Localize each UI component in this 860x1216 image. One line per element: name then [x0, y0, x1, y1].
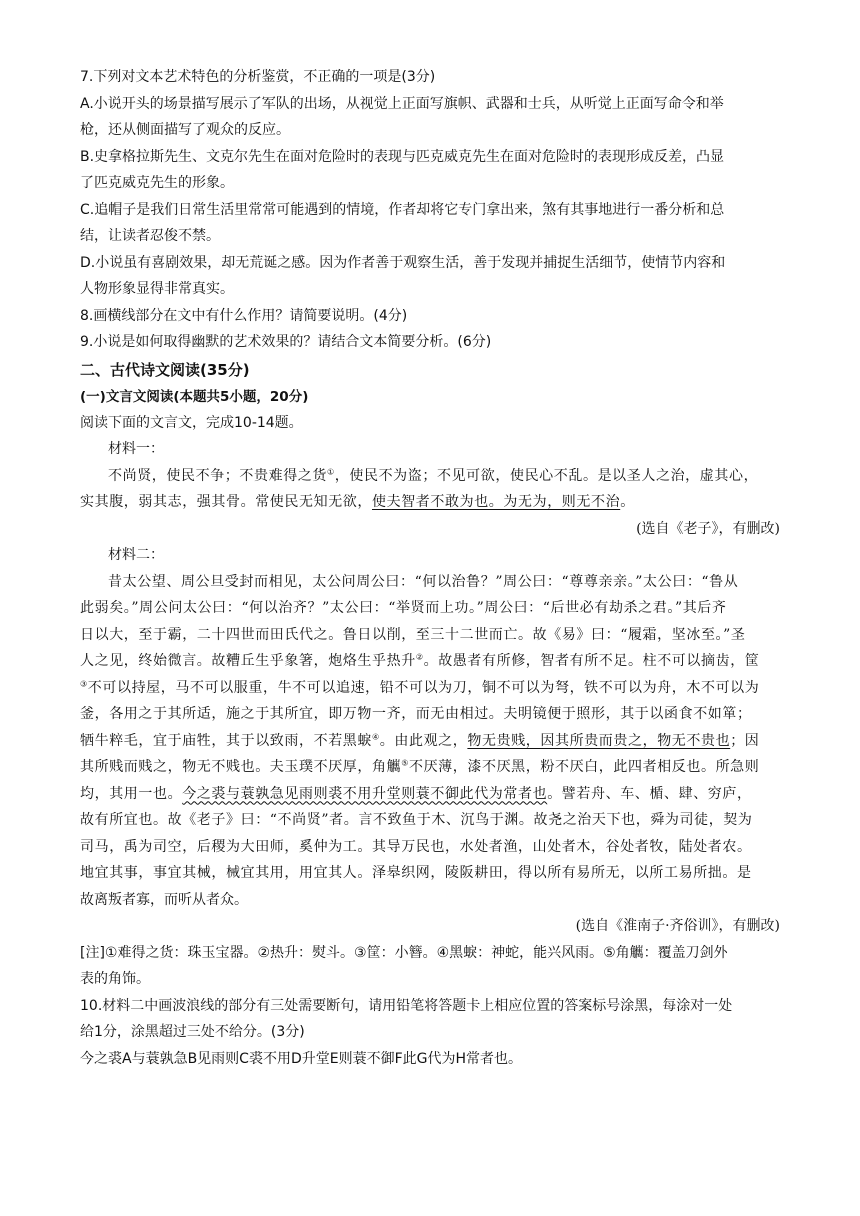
subsection-heading: (一)文言文阅读(本题共5小题，20分) [80, 388, 309, 405]
q7-option-d-cont: 人物形象显得非常真实。 [80, 281, 234, 297]
q7-option-a: A.小说开头的场景描写展示了军队的出场，从视觉上正面写旗帜、武器和士兵，从听觉上正面写命令和举 [80, 95, 724, 112]
exam-page [80, 64, 780, 1072]
material-2-line-7: 牺牛粹毛，宜于庙牲，其于以致雨，不若黑蜧④。由此观之，物无贵贱，因其所贵而贵之，物无不贵也；因 [80, 731, 760, 749]
instruction: 阅读下面的文言文，完成10-14题。 [80, 414, 303, 431]
material-1-line-2: 实其腹，弱其志，强其骨。常使民无知无欲，使夫智者不敢为也。为无为，则无不治。 [80, 494, 635, 510]
underlined-passage: 使夫智者不敢为也。为无为，则无不治 [372, 494, 621, 510]
q7-option-c-cont: 结，让读者忍俊不禁。 [80, 228, 220, 244]
material-2-line-3: 日以大，至于霸，二十四世而田氏代之。鲁日以削，至三十二世而亡。故《易》曰：“履霜，坚冰至。”圣 [80, 626, 746, 643]
q7-stem: 7.下列对文本艺术特色的分析鉴赏，不正确的一项是(3分) [80, 69, 436, 85]
material-2-source: (选自《淮南子·齐俗训》，有删改) [575, 918, 780, 934]
q7-option-a-cont: 枪，还从侧面描写了观众的反应。 [80, 122, 290, 138]
material-2-line-8: 其所贱而贱之，物无不贱也。夫玉璞不厌厚，角觽⑤不厌薄，漆不厌黑，粉不厌白，此四者相反也。所急则 [80, 758, 760, 775]
material-2-line-1: 昔太公望、周公旦受封而相见，太公问周公曰：“何以治鲁？”周公曰：“尊尊亲亲。”太公曰：“鲁从 [108, 573, 739, 590]
material-1-source: (选自《老子》，有删改) [636, 520, 780, 537]
q10-stem: 10.材料二中画波浪线的部分有三处需要断句，请用铅笔将答题卡上相应位置的答案标号涂黑，每涂对一处 [80, 997, 733, 1014]
q7-option-b: B.史拿格拉斯先生、文克尔先生在面对危险时的表现与匹克威克先生在面对危险时的表现形成反差，凸显 [80, 148, 725, 165]
note-ref-5: ⑤ [401, 758, 409, 768]
note-ref-4: ④ [372, 731, 380, 741]
q8-stem: 8.画横线部分在文中有什么作用？请简要说明。(4分) [80, 307, 408, 324]
q7-option-c: C.追帽子是我们日常生活里常常可能遇到的情境，作者却将它专门拿出来，煞有其事地进行一番分析和总 [80, 201, 725, 218]
q10-options: 今之裘A与蓑孰急B见雨则C裘不用D升堂E则蓑不御F此G代为H常者也。 [80, 1050, 523, 1067]
material-2-line-9: 均，其用一也。今之裘与蓑孰急见雨则裘不用升堂则蓑不御此代为常者也。譬若舟、车、楯、肆、穷庐， [80, 785, 752, 802]
note-ref-2: ② [415, 652, 424, 662]
material-2-line-11: 司马，禹为司空，后稷为大田师，奚仲为工。其导万民也，水处者渔，山处者木，谷处者牧，陆处者农。 [80, 838, 752, 855]
q7-option-d: D.小说虽有喜剧效果，却无荒诞之感。因为作者善于观察生活，善于发现并捕捉生活细节，使情节内容和 [80, 254, 726, 271]
material-1-line-1: 不尚贤，使民不争；不贵难得之货①，使民不为盗；不见可欲，使民心不乱。是以圣人之治，虚其心， [108, 466, 759, 484]
q10-stem-cont: 给1分，涂黑超过三处不给分。(3分) [80, 1024, 305, 1040]
note-ref-1: ① [327, 466, 335, 476]
material-2-label: 材料二： [108, 547, 164, 563]
q9-stem: 9.小说是如何取得幽默的艺术效果的？请结合文本简要分析。(6分) [80, 334, 492, 350]
material-2-line-5: ③不可以持屋，马不可以服重，牛不可以追速，铅不可以为刀，铜不可以为弩，铁不可以为舟，木不可以为 [80, 678, 760, 696]
note-ref-3: ③ [80, 678, 88, 688]
material-2-line-12: 地宜其事，事宜其械，械宜其用，用宜其人。泽皋织网，陵阪耕田，得以所有易所无，以所工易所拙。是 [80, 865, 752, 881]
material-2-line-2: 此弱矣。”周公问太公曰：“何以治齐？”太公曰：“举贤而上功。”周公曰：“后世必有劫杀之君。”其后齐 [80, 600, 727, 616]
material-1-label: 材料一： [108, 441, 164, 457]
material-2-line-10: 故有所宜也。故《老子》曰：“不尚贤”者。言不致鱼于木、沉鸟于渊。故尧之治天下也，舜为司徒，契为 [80, 812, 753, 828]
wavy-underlined-sentence: 今之裘与蓑孰急见雨则裘不用升堂则蓑不御此代为常者也 [182, 785, 548, 802]
material-2-line-13: 故离叛者寡，而听从者众。 [80, 891, 248, 908]
q7-option-b-cont: 了匹克威克先生的形象。 [80, 175, 234, 191]
notes-cont: 表的角饰。 [80, 971, 150, 987]
section-heading: 二、古代诗文阅读(35分) [80, 360, 250, 379]
material-2-line-4: 人之见，终始微言。故糟丘生乎象箸，炮烙生乎热升②。故愚者有所修，智者有所不足。柱不可以摘齿，筐 [80, 652, 760, 669]
material-2-line-6: 釜，各用之于其所适，施之于其所宜，即万物一齐，而无由相过。夫明镜便于照形，其于以函食不如箪； [80, 706, 752, 722]
notes: [注]①难得之货：珠玉宝器。②热升：熨斗。③筐：小簪。④黑蜧：神蛇，能兴风雨。⑤角觽：覆盖刀剑外 [80, 944, 728, 961]
underlined-sentence: 物无贵贱，因其所贵而贵之，物无不贵也 [467, 732, 731, 749]
